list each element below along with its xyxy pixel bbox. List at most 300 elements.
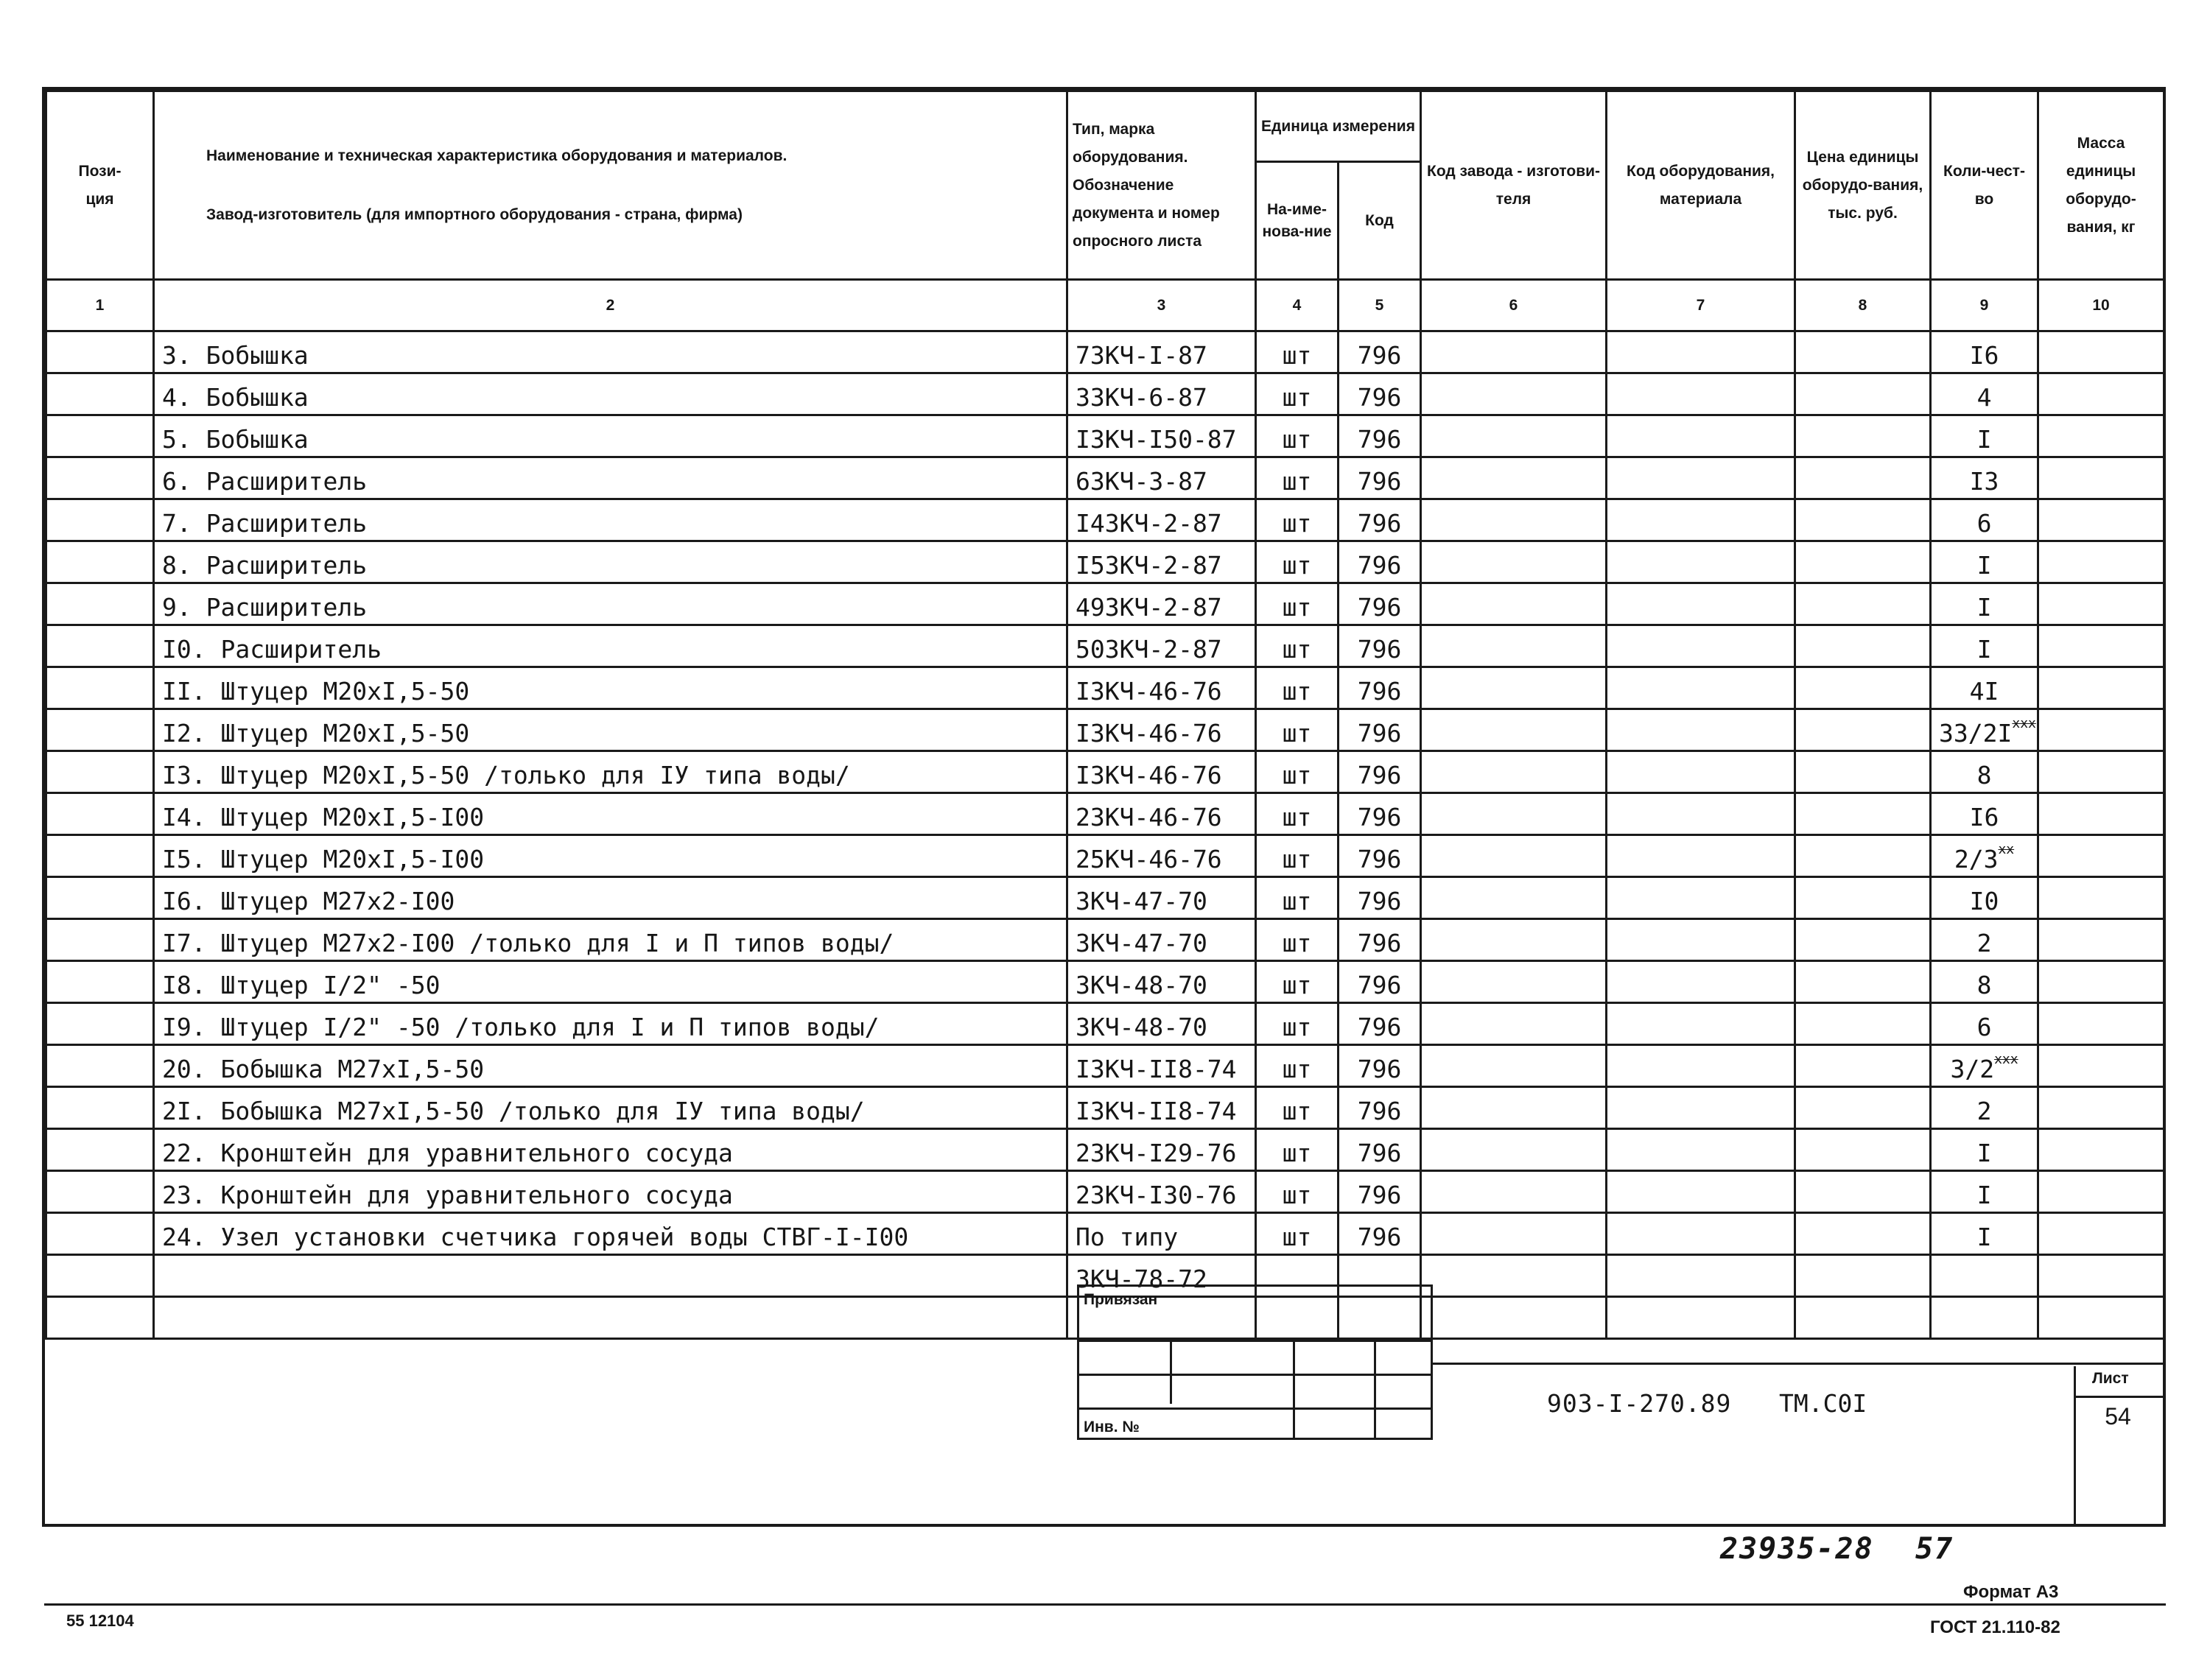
table-row <box>46 373 2164 415</box>
cell-unit-code <box>1339 541 1421 583</box>
cell-quantity-text: 2/3 <box>1954 845 1999 874</box>
cell-mass <box>2038 709 2164 751</box>
cell-position <box>46 415 154 457</box>
cell-name-text: 7. Расширитель <box>162 509 368 538</box>
cell-type <box>1067 709 1256 751</box>
cell-price <box>1795 457 1931 499</box>
cell-factory-code <box>1421 1045 1607 1087</box>
cell-unit-name-text: шт <box>1282 509 1312 538</box>
cell-unit-code <box>1339 1213 1421 1255</box>
cell-name <box>154 625 1067 667</box>
cell-price <box>1795 1213 1931 1255</box>
cell-mass <box>2038 877 2164 919</box>
cell-type <box>1067 373 1256 415</box>
quantity-footnote-mark: ххх <box>1994 1052 2018 1067</box>
cell-quantity-text: I <box>1976 425 1992 454</box>
cell-factory-code <box>1421 1255 1607 1297</box>
cell-mass <box>2038 793 2164 835</box>
column-number: 10 <box>2038 280 2164 331</box>
cell-name <box>154 919 1067 961</box>
cell-name <box>154 583 1067 625</box>
cell-price <box>1795 793 1931 835</box>
cell-unit-code <box>1339 961 1421 1003</box>
sheet-label: Лист <box>2092 1370 2129 1387</box>
cell-factory-code <box>1421 1213 1607 1255</box>
cell-quantity <box>1931 1213 2038 1255</box>
cell-price <box>1795 1129 1931 1171</box>
cell-equipment-code <box>1607 667 1795 709</box>
cell-quantity-text: I0 <box>1969 887 1999 915</box>
cell-name <box>154 751 1067 793</box>
cell-position <box>46 1297 154 1339</box>
handwritten-number: 23935-28 <box>1720 1532 1874 1566</box>
cell-name-text: 2I. Бобышка М27хI,5-50 /только для IУ типа воды/ <box>162 1097 865 1125</box>
cell-name <box>154 1213 1067 1255</box>
cell-position <box>46 1129 154 1171</box>
cell-unit-code <box>1339 919 1421 961</box>
cell-quantity-text: I <box>1976 551 1992 580</box>
cell-unit-name-text: шт <box>1282 1139 1312 1167</box>
cell-factory-code <box>1421 793 1607 835</box>
cell-factory-code <box>1421 877 1607 919</box>
cell-quantity <box>1931 1045 2038 1087</box>
cell-name <box>154 1297 1067 1339</box>
cell-mass <box>2038 415 2164 457</box>
binding-stamp <box>1077 1284 1433 1440</box>
cell-unit-name-text: шт <box>1282 383 1312 412</box>
cell-name <box>154 793 1067 835</box>
cell-position <box>46 583 154 625</box>
cell-unit-code <box>1339 415 1421 457</box>
cell-equipment-code <box>1607 1213 1795 1255</box>
table-row <box>46 1171 2164 1213</box>
header-position: Пози- ция <box>46 91 154 280</box>
cell-unit-name <box>1256 877 1339 919</box>
cell-position <box>46 835 154 877</box>
cell-quantity-text: 2 <box>1976 929 1992 957</box>
cell-position <box>46 373 154 415</box>
cell-name-text: 23. Кронштейн для уравнительного сосуда <box>162 1181 733 1209</box>
cell-quantity-text: I6 <box>1969 341 1999 370</box>
cell-unit-code <box>1339 373 1421 415</box>
cell-quantity <box>1931 583 2038 625</box>
header-type: Тип, марка оборудования. Обозначение документа и номер опросного листа <box>1067 91 1256 280</box>
cell-type <box>1067 793 1256 835</box>
cell-type <box>1067 1171 1256 1213</box>
cell-position <box>46 877 154 919</box>
cell-unit-code <box>1339 1129 1421 1171</box>
cell-type <box>1067 961 1256 1003</box>
cell-position <box>46 1255 154 1297</box>
cell-unit-code <box>1339 709 1421 751</box>
cell-type <box>1067 541 1256 583</box>
cell-price <box>1795 499 1931 541</box>
cell-unit-name-text: шт <box>1282 1097 1312 1125</box>
cell-unit-code <box>1339 625 1421 667</box>
cell-type <box>1067 1087 1256 1129</box>
cell-position <box>46 667 154 709</box>
cell-name-text: 5. Бобышка <box>162 425 309 454</box>
cell-quantity-text: I <box>1976 593 1992 622</box>
cell-quantity <box>1931 541 2038 583</box>
cell-type-text: I3КЧ-46-76 <box>1076 761 1222 790</box>
cell-mass <box>2038 1087 2164 1129</box>
cell-unit-code-text: 796 <box>1357 803 1402 832</box>
cell-factory-code <box>1421 1087 1607 1129</box>
sheet-box <box>2074 1366 2166 1527</box>
cell-quantity <box>1931 331 2038 373</box>
header-quantity: Коли-чест-во <box>1931 91 2038 280</box>
table-row <box>46 499 2164 541</box>
cell-unit-name-text: шт <box>1282 593 1312 622</box>
cell-price <box>1795 1297 1931 1339</box>
cell-type <box>1067 1003 1256 1045</box>
cell-name-text: I3. Штуцер М20хI,5-50 /только для IУ типа воды/ <box>162 761 850 790</box>
cell-unit-name <box>1256 499 1339 541</box>
cell-quantity <box>1931 1255 2038 1297</box>
cell-unit-code-text: 796 <box>1357 1055 1402 1083</box>
cell-mass <box>2038 1171 2164 1213</box>
cell-factory-code <box>1421 1171 1607 1213</box>
cell-unit-code <box>1339 835 1421 877</box>
cell-type <box>1067 625 1256 667</box>
cell-type-text: I3КЧ-II8-74 <box>1076 1055 1237 1083</box>
column-number: 7 <box>1607 280 1795 331</box>
table-row <box>46 415 2164 457</box>
cell-name <box>154 415 1067 457</box>
cell-mass <box>2038 1045 2164 1087</box>
cell-unit-code-text: 796 <box>1357 971 1402 999</box>
table-row <box>46 835 2164 877</box>
table-row <box>46 1129 2164 1171</box>
cell-type <box>1067 919 1256 961</box>
table-row <box>46 457 2164 499</box>
cell-equipment-code <box>1607 877 1795 919</box>
cell-type <box>1067 1213 1256 1255</box>
cell-quantity-text: 4I <box>1969 677 1999 706</box>
sheet-number: 54 <box>2105 1403 2131 1430</box>
cell-quantity-text: 2 <box>1976 1097 1992 1125</box>
cell-equipment-code <box>1607 541 1795 583</box>
cell-price <box>1795 751 1931 793</box>
cell-factory-code <box>1421 919 1607 961</box>
cell-quantity <box>1931 1129 2038 1171</box>
cell-price <box>1795 709 1931 751</box>
column-number: 8 <box>1795 280 1931 331</box>
cell-equipment-code <box>1607 583 1795 625</box>
cell-unit-name <box>1256 457 1339 499</box>
cell-price <box>1795 1045 1931 1087</box>
cell-unit-code-text: 796 <box>1357 1097 1402 1125</box>
cell-mass <box>2038 499 2164 541</box>
cell-quantity-text: I <box>1976 635 1992 664</box>
cell-unit-name <box>1256 751 1339 793</box>
cell-unit-code <box>1339 331 1421 373</box>
cell-unit-name-text: шт <box>1282 1013 1312 1041</box>
handwritten-page: 57 <box>1915 1532 1954 1566</box>
cell-unit-name-text: шт <box>1282 341 1312 370</box>
title-block-divider <box>1433 1363 2166 1365</box>
cell-unit-name-text: шт <box>1282 551 1312 580</box>
cell-unit-code-text: 796 <box>1357 635 1402 664</box>
cell-price <box>1795 961 1931 1003</box>
cell-mass <box>2038 541 2164 583</box>
cell-price <box>1795 541 1931 583</box>
cell-unit-code <box>1339 1171 1421 1213</box>
cell-type <box>1067 877 1256 919</box>
table-row <box>46 1087 2164 1129</box>
cell-quantity-text: 4 <box>1976 383 1992 412</box>
cell-name <box>154 331 1067 373</box>
cell-type-text: 63КЧ-3-87 <box>1076 467 1207 496</box>
cell-position <box>46 709 154 751</box>
cell-unit-name <box>1256 1129 1339 1171</box>
cell-unit-name-text: шт <box>1282 719 1312 748</box>
cell-price <box>1795 919 1931 961</box>
cell-position <box>46 499 154 541</box>
table-row <box>46 961 2164 1003</box>
cell-type-text: 493КЧ-2-87 <box>1076 593 1222 622</box>
cell-name <box>154 877 1067 919</box>
cell-equipment-code <box>1607 415 1795 457</box>
cell-unit-name-text: шт <box>1282 761 1312 790</box>
cell-type-text: 25КЧ-46-76 <box>1076 845 1222 874</box>
cell-unit-name <box>1256 1045 1339 1087</box>
cell-equipment-code <box>1607 1297 1795 1339</box>
cell-equipment-code <box>1607 1045 1795 1087</box>
document-number: 903-I-270.89 <box>1547 1389 1732 1418</box>
table-row <box>46 1213 2164 1255</box>
cell-name-text: I6. Штуцер М27х2-I00 <box>162 887 455 915</box>
cell-equipment-code <box>1607 331 1795 373</box>
cell-name-text: 9. Расширитель <box>162 593 368 622</box>
cell-price <box>1795 877 1931 919</box>
cell-unit-name <box>1256 1213 1339 1255</box>
cell-quantity <box>1931 415 2038 457</box>
table-row <box>46 877 2164 919</box>
cell-type <box>1067 1129 1256 1171</box>
archive-code: 55 12104 <box>66 1612 134 1630</box>
cell-unit-name-text: шт <box>1282 425 1312 454</box>
cell-type <box>1067 331 1256 373</box>
cell-factory-code <box>1421 457 1607 499</box>
cell-position <box>46 331 154 373</box>
cell-name-text: 20. Бобышка М27хI,5-50 <box>162 1055 485 1083</box>
footer-line <box>44 1603 2166 1606</box>
cell-price <box>1795 1171 1931 1213</box>
cell-unit-code-text: 796 <box>1357 383 1402 412</box>
cell-mass <box>2038 835 2164 877</box>
cell-unit-name <box>1256 625 1339 667</box>
cell-type-text: 33КЧ-6-87 <box>1076 383 1207 412</box>
cell-quantity <box>1931 709 2038 751</box>
cell-mass <box>2038 1003 2164 1045</box>
cell-unit-code <box>1339 877 1421 919</box>
cell-name <box>154 373 1067 415</box>
cell-name <box>154 961 1067 1003</box>
cell-equipment-code <box>1607 1171 1795 1213</box>
cell-unit-name <box>1256 919 1339 961</box>
cell-unit-name <box>1256 667 1339 709</box>
cell-price <box>1795 1003 1931 1045</box>
cell-position <box>46 961 154 1003</box>
cell-price <box>1795 625 1931 667</box>
cell-type-text: 23КЧ-46-76 <box>1076 803 1222 832</box>
cell-unit-code-text: 796 <box>1357 1013 1402 1041</box>
cell-position <box>46 1045 154 1087</box>
cell-name-text: 22. Кронштейн для уравнительного сосуда <box>162 1139 733 1167</box>
column-number: 4 <box>1256 280 1339 331</box>
table-row <box>46 667 2164 709</box>
cell-price <box>1795 667 1931 709</box>
table-body <box>46 331 2164 1339</box>
cell-price <box>1795 415 1931 457</box>
cell-unit-code-text: 796 <box>1357 467 1402 496</box>
header-unit: Единица измерения <box>1256 91 1421 162</box>
cell-equipment-code <box>1607 1003 1795 1045</box>
cell-quantity <box>1931 835 2038 877</box>
cell-unit-code <box>1339 457 1421 499</box>
cell-type-text: I3КЧ-46-76 <box>1076 719 1222 748</box>
cell-price <box>1795 583 1931 625</box>
cell-unit-code <box>1339 583 1421 625</box>
cell-unit-name-text: шт <box>1282 803 1312 832</box>
cell-name <box>154 499 1067 541</box>
cell-unit-code-text: 796 <box>1357 1223 1402 1251</box>
cell-equipment-code <box>1607 499 1795 541</box>
cell-factory-code <box>1421 541 1607 583</box>
cell-factory-code <box>1421 1297 1607 1339</box>
cell-quantity <box>1931 961 2038 1003</box>
cell-unit-code-text: 796 <box>1357 1139 1402 1167</box>
cell-price <box>1795 1087 1931 1129</box>
cell-mass <box>2038 625 2164 667</box>
cell-name <box>154 709 1067 751</box>
cell-mass <box>2038 1213 2164 1255</box>
table-row <box>46 541 2164 583</box>
cell-unit-code <box>1339 751 1421 793</box>
header-equipment-code: Код оборудования, материала <box>1607 91 1795 280</box>
cell-position <box>46 1171 154 1213</box>
cell-unit-code-text: 796 <box>1357 341 1402 370</box>
header-name: Наименование и техническая характеристика оборудования и материалов. Завод-изготовитель (для импортного оборудования - страна, фирма) <box>154 91 1067 280</box>
cell-name <box>154 667 1067 709</box>
cell-mass <box>2038 1129 2164 1171</box>
cell-type-text: 503КЧ-2-87 <box>1076 635 1222 664</box>
cell-name-text: 24. Узел установки счетчика горячей воды СТВГ-I-I00 <box>162 1223 909 1251</box>
quantity-footnote-mark: ххх <box>2012 716 2036 731</box>
cell-unit-name <box>1256 1171 1339 1213</box>
table-row <box>46 751 2164 793</box>
cell-type <box>1067 457 1256 499</box>
cell-unit-code <box>1339 793 1421 835</box>
cell-mass <box>2038 331 2164 373</box>
column-number-row <box>46 280 2164 331</box>
cell-mass <box>2038 961 2164 1003</box>
cell-name <box>154 1171 1067 1213</box>
cell-type-text: 3КЧ-47-70 <box>1076 929 1207 957</box>
cell-equipment-code <box>1607 793 1795 835</box>
table-row <box>46 919 2164 961</box>
cell-type-text: 3КЧ-47-70 <box>1076 887 1207 915</box>
cell-position <box>46 793 154 835</box>
cell-quantity-text: I6 <box>1969 803 1999 832</box>
cell-mass <box>2038 667 2164 709</box>
cell-mass <box>2038 373 2164 415</box>
stamp-inv-label: Инв. № <box>1084 1419 1140 1435</box>
cell-type-text: I3КЧ-46-76 <box>1076 677 1222 706</box>
cell-equipment-code <box>1607 1129 1795 1171</box>
cell-quantity <box>1931 667 2038 709</box>
cell-equipment-code <box>1607 373 1795 415</box>
cell-unit-code-text: 796 <box>1357 1181 1402 1209</box>
cell-position <box>46 1087 154 1129</box>
cell-type-text: 23КЧ-I30-76 <box>1076 1181 1237 1209</box>
cell-unit-code-text: 796 <box>1357 677 1402 706</box>
cell-factory-code <box>1421 1129 1607 1171</box>
cell-mass <box>2038 751 2164 793</box>
column-number: 6 <box>1421 280 1607 331</box>
cell-name-text: I0. Расширитель <box>162 635 382 664</box>
cell-type <box>1067 583 1256 625</box>
cell-name <box>154 1003 1067 1045</box>
cell-unit-name <box>1256 373 1339 415</box>
cell-equipment-code <box>1607 625 1795 667</box>
cell-quantity <box>1931 1003 2038 1045</box>
cell-type-text: I3КЧ-II8-74 <box>1076 1097 1237 1125</box>
cell-unit-name-text: шт <box>1282 1181 1312 1209</box>
header-price: Цена единицы оборудо-вания, тыс. руб. <box>1795 91 1931 280</box>
cell-type <box>1067 415 1256 457</box>
cell-unit-code <box>1339 1045 1421 1087</box>
cell-quantity-text: 8 <box>1976 761 1992 790</box>
cell-name-text: I2. Штуцер М20хI,5-50 <box>162 719 470 748</box>
cell-position <box>46 751 154 793</box>
cell-equipment-code <box>1607 835 1795 877</box>
cell-quantity <box>1931 1171 2038 1213</box>
cell-quantity <box>1931 499 2038 541</box>
cell-factory-code <box>1421 667 1607 709</box>
cell-position <box>46 919 154 961</box>
cell-unit-code <box>1339 499 1421 541</box>
cell-factory-code <box>1421 331 1607 373</box>
cell-unit-name-text: шт <box>1282 635 1312 664</box>
cell-quantity <box>1931 919 2038 961</box>
cell-type-text: 3КЧ-48-70 <box>1076 1013 1207 1041</box>
cell-unit-code-text: 796 <box>1357 593 1402 622</box>
cell-quantity-text: 6 <box>1976 509 1992 538</box>
cell-factory-code <box>1421 415 1607 457</box>
cell-equipment-code <box>1607 919 1795 961</box>
table-row <box>46 1003 2164 1045</box>
table-header <box>46 91 2164 331</box>
cell-factory-code <box>1421 835 1607 877</box>
cell-equipment-code <box>1607 961 1795 1003</box>
cell-mass <box>2038 1297 2164 1339</box>
cell-unit-name-text: шт <box>1282 971 1312 999</box>
cell-type <box>1067 667 1256 709</box>
cell-quantity-text: 3/2 <box>1950 1055 1995 1083</box>
cell-equipment-code <box>1607 751 1795 793</box>
cell-unit-name <box>1256 415 1339 457</box>
cell-type <box>1067 835 1256 877</box>
cell-quantity-text: I <box>1976 1139 1992 1167</box>
cell-type-text: 73КЧ-I-87 <box>1076 341 1207 370</box>
cell-quantity-text: I <box>1976 1223 1992 1251</box>
stamp-tied-label: Привязан <box>1084 1291 1158 1308</box>
cell-quantity-text: I <box>1976 1181 1992 1209</box>
cell-unit-name-text: шт <box>1282 467 1312 496</box>
